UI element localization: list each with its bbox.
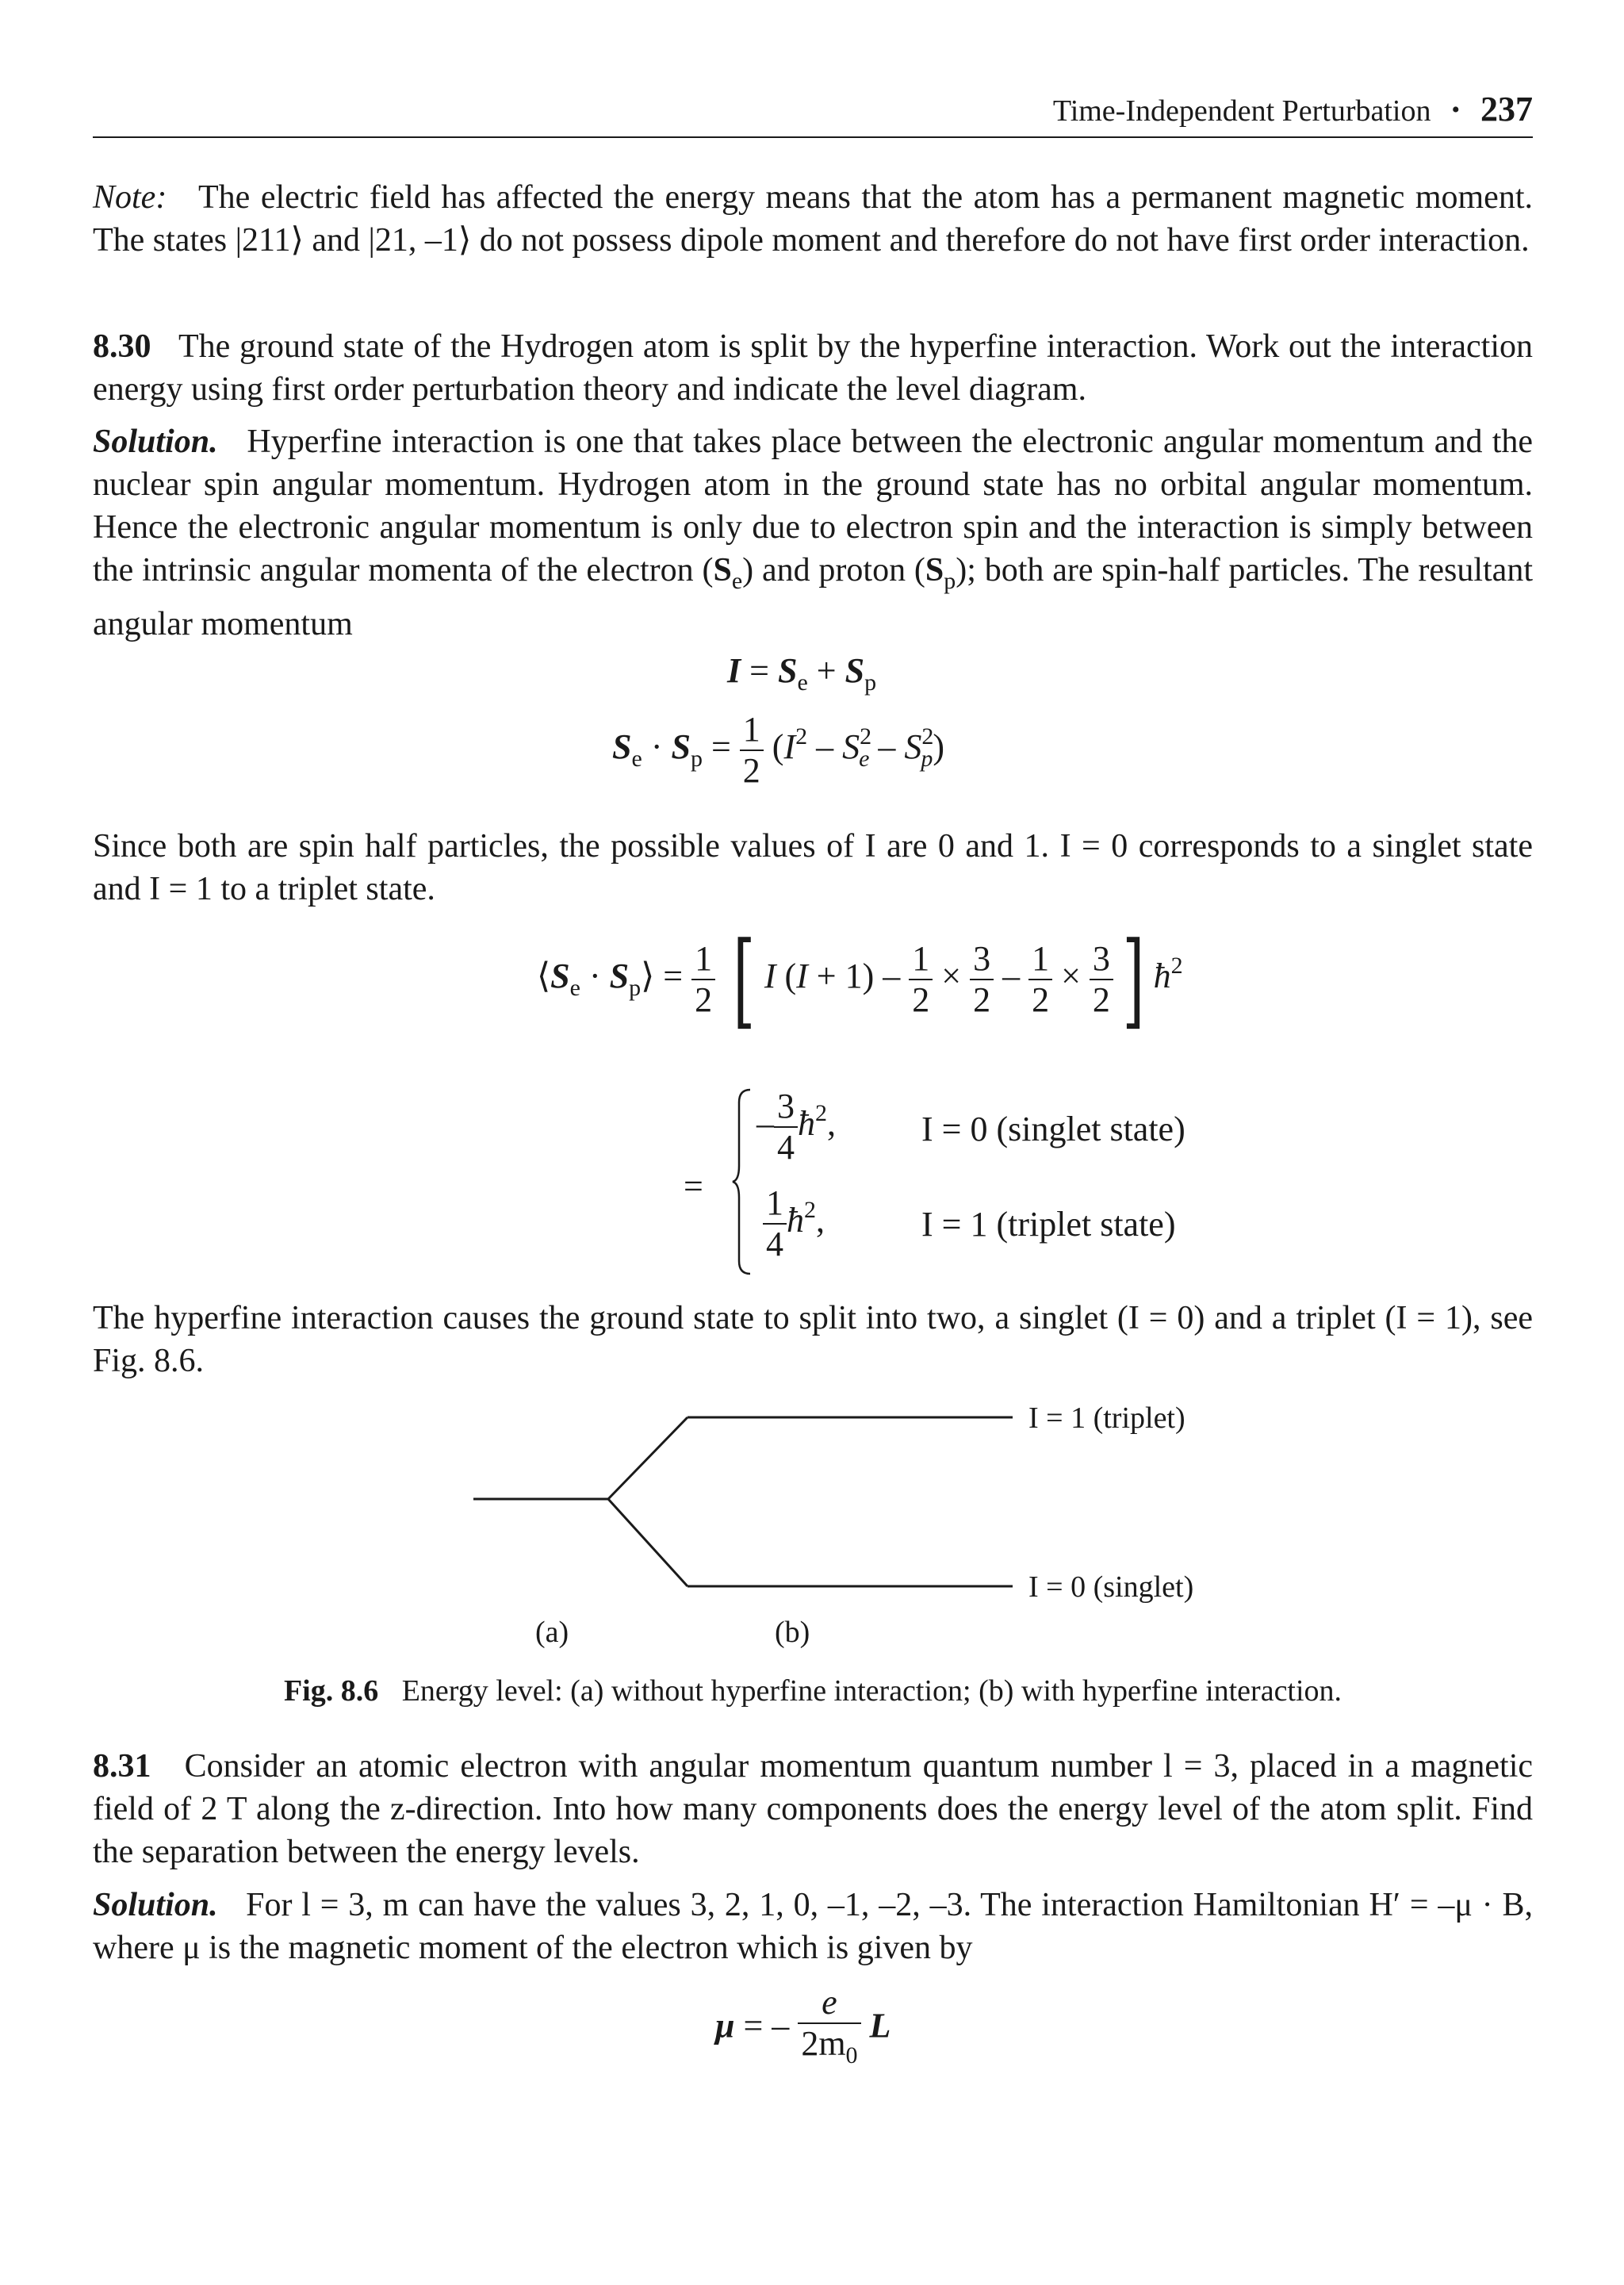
sp-symbol: S [925, 552, 944, 589]
sp-subscript: p [944, 568, 956, 594]
equation-dot-product: $S_e \cdot S_p$ = $\frac{1}{2}$ $(I^2 - S^2_e - S^2_p)$ [612, 710, 945, 790]
case-singlet-condition: I = 0 (singlet state) [921, 1110, 1185, 1148]
solution-text-b: ) and proton ( [742, 552, 925, 589]
label-a: (a) [535, 1616, 569, 1649]
equation-total-angular-momentum: $I = S_e + S_p$ [727, 651, 877, 696]
note-text: The electric field has affected the energy means that the atom has a permanent magnetic moment. The states |211⟩ and |21, –1⟩ do not possess dipole moment and therefore do not have first order interaction. [93, 179, 1533, 259]
triplet-label: I = 1 (triplet) [1028, 1401, 1185, 1435]
figure-caption [93, 1673, 1533, 1708]
solution-text-c: ); both are spin-half particles. The resultant angular momentum [93, 552, 1533, 642]
brace-icon [731, 1087, 755, 1277]
problem-number: 8.30 [93, 328, 151, 365]
problem-text: The ground state of the Hydrogen atom is split by the hyperfine interaction. Work out the interaction energy using first order perturbation theory and indicate the level diagram. [93, 328, 1533, 408]
split-line-up [608, 1417, 688, 1499]
running-head [1053, 89, 1533, 129]
figure-caption-label: Fig. 8.6 [283, 1674, 379, 1708]
solution-text: For l = 3, m can have the values 3, 2, 1, 0, –1, –2, –3. The interaction Hamiltonian H′ = –μ · B, where μ is the magnetic moment of the electron which is given by [93, 1887, 1534, 1966]
se-subscript: e [731, 568, 743, 594]
bullet-separator: • [1451, 97, 1460, 123]
paragraph-singlet-triplet: Since both are spin half particles, the possible values of I are 0 and 1. I = 0 corresponds to a singlet state and I = 1 to a triplet state. [93, 828, 1533, 907]
problem-8-30 [93, 325, 1533, 411]
equation-magnetic-moment: μ = – $\frac{e}{2m_0}$ L [715, 1983, 891, 2076]
problem-8-31 [93, 1745, 1533, 1873]
solution-text-a: Hyperfine interaction is one that takes place between the electronic angular momentum and the nuclear spin angular momentum. Hydrogen atom in the ground state has no orbital angular momentum. Hence the electronic angular momentum is only due to electron spin and the interaction is simply between the intrinsic angular momenta of the electron ( [93, 424, 1534, 589]
equation-expectation-value: $⟨S_e$ · $S_p⟩$ = $\frac{1}{2}$ [ I (I + 1) – $\frac{1}{2}$ × $\frac{3}{2}$ – $\frac{1}{2}$ × $\frac{3}{2}$ ] $ħ^2$ [537, 919, 1183, 1040]
label-b: (b) [775, 1616, 810, 1649]
page-number: 237 [1480, 90, 1533, 128]
fraction-half: $\frac{1}{2}$ [740, 710, 764, 791]
singlet-label: I = 0 (singlet) [1028, 1570, 1194, 1604]
figure-caption-text: Energy level: (a) without hyperfine interaction; (b) with hyperfine interaction. [401, 1674, 1342, 1708]
se-symbol: S [713, 552, 732, 589]
solution-label: Solution. [93, 1887, 218, 1923]
paragraph-split: The hyperfine interaction causes the ground state to split into two, a singlet (I = 0) and a triplet (I = 1), see Fig. 8.6. [93, 1300, 1533, 1379]
problem-number: 8.31 [93, 1748, 151, 1785]
solution-8-31 [93, 1884, 1533, 1969]
case-triplet-condition: I = 1 (triplet state) [921, 1205, 1176, 1244]
energy-level-diagram [473, 1396, 1266, 1650]
problem-text: Consider an atomic electron with angular momentum quantum number l = 3, placed in a magnetic field of 2 T along the z-direction. Into how many components does the energy level of the atom split. Find the separation between the energy levels. [93, 1748, 1534, 1870]
header-rule [93, 136, 1533, 138]
split-line-down [608, 1499, 688, 1586]
solution-8-30 [93, 420, 1533, 646]
running-title: Time-Independent Perturbation [1052, 94, 1431, 128]
note-paragraph [93, 176, 1533, 262]
solution-label: Solution. [93, 424, 218, 460]
page: Time-Independent Perturbation • 237 Note: The electric field has affected the energy means that the atom has a permanent magnetic moment. The states |211⟩ and |21, –1⟩ do not possess dipole moment and therefore do not have first order interaction. 8.30 The ground state of the Hydrogen atom is split by the hyperfine interaction. Work out the interaction energy using first order perturbation theory and indicate the level diagram. Solution. Hyperfine interaction is one that takes place between the electronic angular momentum and the nuclear spin angular momentum. Hydrogen atom in the ground state has no orbital angular momentum. Hence the electronic angular momentum is only due to electron spin and the interaction is simply between the intrinsic angular momenta of the electron $(S_e)$ and proton $(S_p)$; both are spin-half particles. The resultant angular momentum $I = S_e + S_p$ $S_e \cdot S_p$ = $\frac{1}{2}$ $(I^2 - S^2_e - S^2_p)$ Since both are spin half particles, the possible values of I are 0 and 1. I = 0 corresponds to a singlet state and I = 1 to a triplet state. $⟨S_e$ · $S_p⟩$ = $\frac{1}{2}$ [ I (I + 1) – $\frac{1}{2}$ × $\frac{3}{2}$ – $\frac{1}{2}$ × $\frac{3}{2}$ ] $ħ^2$ = – $\frac{3}{4}$ $ħ^2$, I = 0 (singlet state) $\frac{1}{4}$ $ħ^2$, I = 1 (triplet state) The hyperfine interaction causes the ground state to split into two, a singlet (I = 0) and a triplet (I = 1), see Fig. 8.6. I = 1 (triplet) I = 0 (singlet) (a) (b) Fig. 8.6 Energy level: (a) without hyperfine interaction; (b) with hyperfine interaction. 8.31 Consider an atomic electron with angular momentum quantum number l = 3, placed in a magnetic field of 2 T along the z-direction. Into how many components does the energy level of the atom split. Find the separation between the energy levels. Solution. For l = 3, m can have the values 3, 2, 1, 0, –1, –2, –3. The interaction Hamiltonian H′ = –μ · B, where μ is the magnetic moment of the electron which is given by μ = – $\frac{e}{2m_0}$ L [93, 0, 1533, 2285]
note-label: Note: [93, 179, 167, 216]
